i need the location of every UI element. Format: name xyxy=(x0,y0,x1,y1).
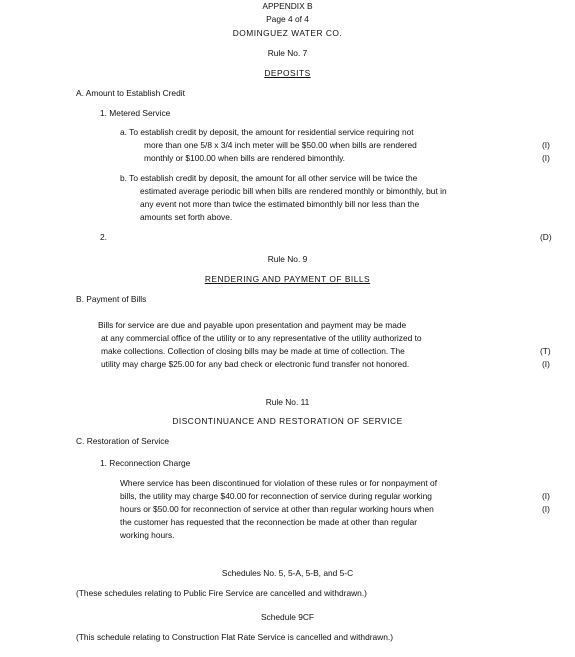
company-name: DOMINGUEZ WATER CO. xyxy=(232,28,343,38)
rule11-line5: working hours. xyxy=(120,530,175,540)
rule9-section-b: B. Payment of Bills xyxy=(76,294,147,304)
revision-mark: (D) xyxy=(540,232,552,242)
schedules-note: (These schedules relating to Public Fire Service are cancelled and withdrawn.) xyxy=(76,588,367,598)
rule11-section-c: C. Restoration of Service xyxy=(76,436,170,446)
rule9-title: RENDERING AND PAYMENT OF BILLS xyxy=(204,274,371,284)
rule11-line1: Where service has been discontinued for violation of these rules or for nonpayment of xyxy=(120,478,438,488)
appendix-heading: APPENDIX B xyxy=(262,1,313,11)
rule9-line3: make collections. Collection of closing bills may be made at time of collection. The xyxy=(101,346,405,356)
revision-mark: (I) xyxy=(542,359,550,369)
revision-mark: (I) xyxy=(542,140,550,150)
rule9-line1: Bills for service are due and payable upon presentation and payment may be made xyxy=(98,320,407,330)
rule11-line2: bills, the utility may charge $40.00 for reconnection of service during regular working xyxy=(120,491,432,501)
rule7-number: Rule No. 7 xyxy=(267,48,308,58)
rule11-title: DISCONTINUANCE AND RESTORATION OF SERVICE xyxy=(172,416,403,426)
rule11-line4: the customer has requested that the reconnection be made at other than regular xyxy=(120,517,418,527)
rule7-item2: 2. xyxy=(100,232,107,242)
schedule9cf-title: Schedule 9CF xyxy=(260,612,315,622)
rule7-item1: 1. Metered Service xyxy=(100,108,171,118)
rule9-number: Rule No. 9 xyxy=(267,254,308,264)
rule7-a-line1: a. To establish credit by deposit, the amount for residential service requiring not xyxy=(120,127,414,137)
rule7-b-line2: estimated average periodic bill when bills are rendered monthly or bimonthly, but in xyxy=(140,186,447,196)
page-number: Page 4 of 4 xyxy=(266,14,309,24)
rule9-line4: utility may charge $25.00 for any bad check or electronic fund transfer not honored. xyxy=(101,359,410,369)
rule7-a-line3: monthly or $100.00 when bills are rendered bimonthly. xyxy=(144,153,345,163)
rule7-title: DEPOSITS xyxy=(264,68,311,78)
rule7-b-line4: amounts set forth above. xyxy=(140,212,233,222)
schedule9cf-note: (This schedule relating to Construction Flat Rate Service is cancelled and withdrawn.) xyxy=(76,632,394,642)
rule7-b-line3: any event not more than twice the estimated bimonthly bill nor less than the xyxy=(140,199,420,209)
rule7-b-line1: b. To establish credit by deposit, the amount for all other service will be twice the xyxy=(120,173,418,183)
rule7-section-a: A. Amount to Establish Credit xyxy=(76,88,185,98)
rule11-item1: 1. Reconnection Charge xyxy=(100,458,191,468)
revision-mark: (T) xyxy=(540,346,551,356)
rule11-line3: hours or $50.00 for reconnection of service at other than regular working hours when xyxy=(120,504,434,514)
revision-mark: (I) xyxy=(542,491,550,501)
rule9-line2: at any commercial office of the utility or to any representative of the utility authorized to xyxy=(101,333,422,343)
rule7-a-line2: more than one 5/8 x 3/4 inch meter will be $50.00 when bills are rendered xyxy=(144,140,417,150)
revision-mark: (I) xyxy=(542,504,550,514)
revision-mark: (I) xyxy=(542,153,550,163)
schedules-title: Schedules No. 5, 5-A, 5-B, and 5-C xyxy=(221,568,354,578)
rule11-number: Rule No. 11 xyxy=(265,397,310,407)
